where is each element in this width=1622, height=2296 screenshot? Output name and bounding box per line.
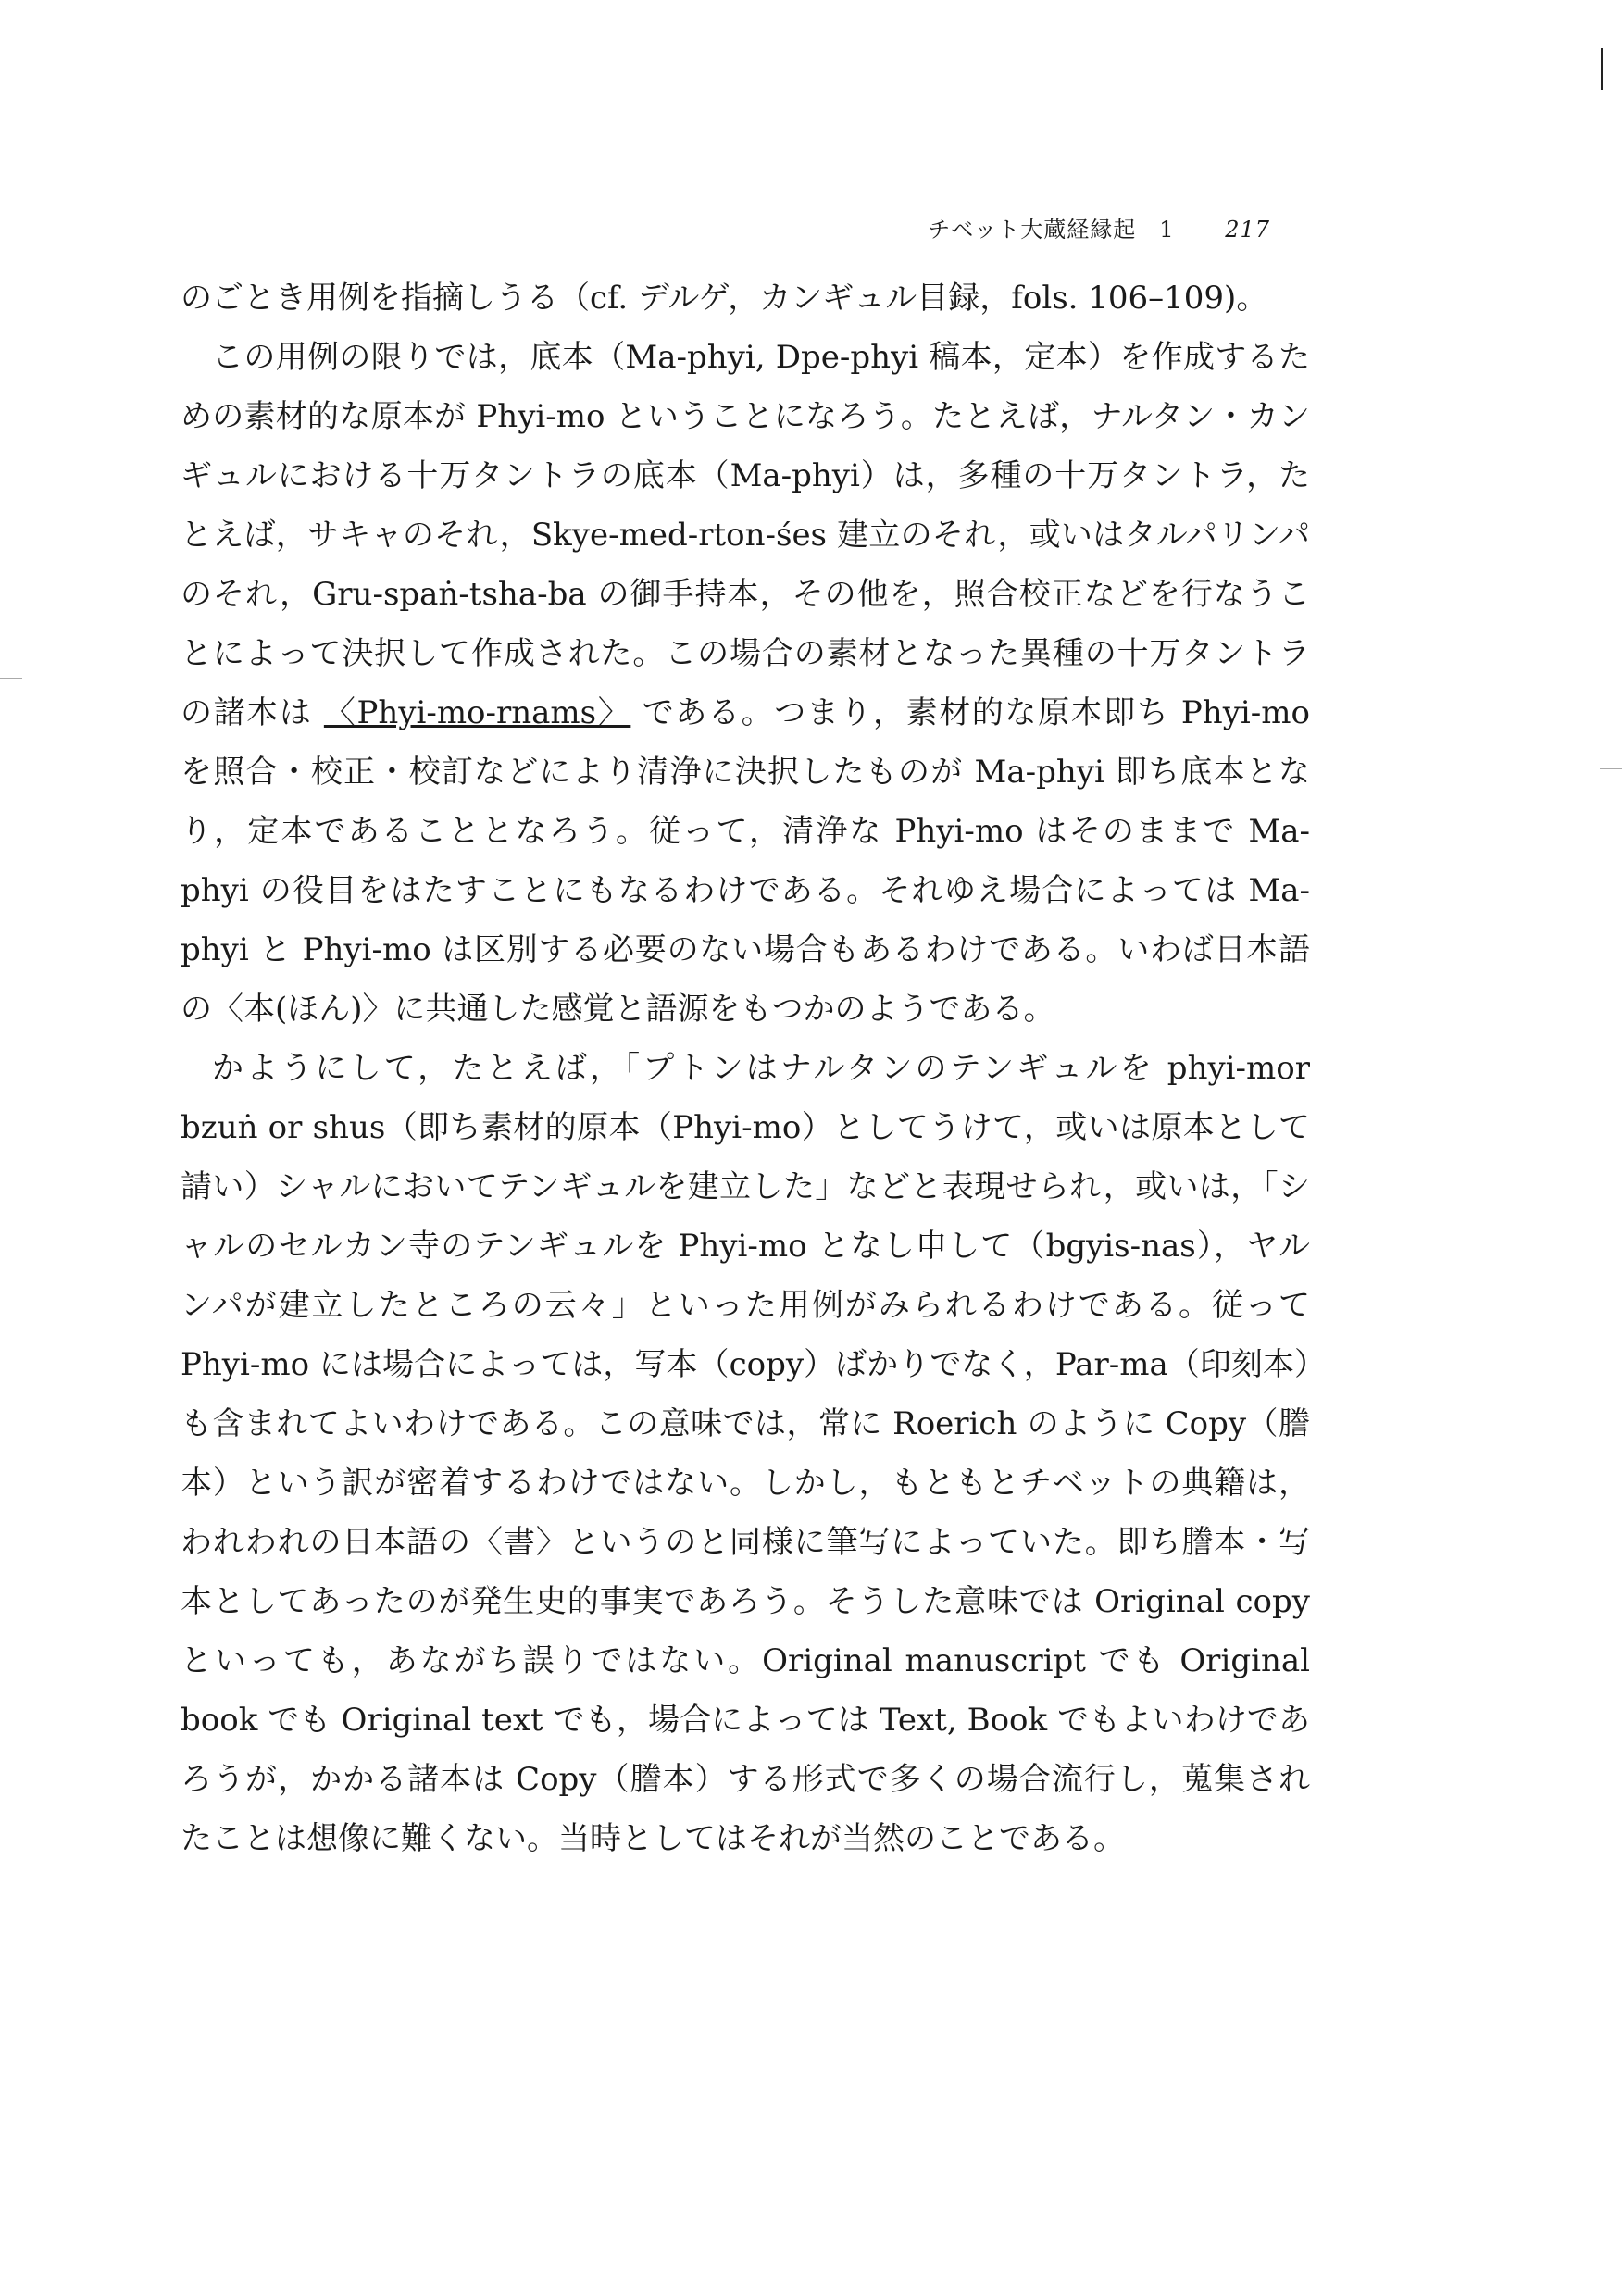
paragraph-2-part-a: この用例の限りでは，底本（Ma-phyi, Dpe-phyi 稿本，定本）を作成するための素材的な原本が Phyi-mo ということになろう。たとえば，ナルタン・カンギュルにおける十万タントラの底本（Ma-phyi）は，多種の十万タントラ，たとえば，サキャのそれ，Skye-med-rton-śes 建立のそれ，或いはタルパリンパのそれ，Gru-spaṅ-tsha-ba の御手持本，その他を，照合校正などを行なうことによって決択して作成された。この場合の素材となった異種の十万タントラの諸本は: [181, 339, 1310, 731]
running-header: [928, 211, 1270, 243]
paragraph-3: かようにして，たとえば，「プトンはナルタンのテンギュルを phyi-mor bzuṅ or shus（即ち素材的原本（Phyi-mo）としてうけて，或いは原本として請い）シャルにおいてテンギュルを建立した」などと表現せられ，或いは，「シャルのセルカン寺のテンギュルを Phyi-mo となし申して（bgyis-nas），ヤルンパが建立したところの云々」といった用例がみられるわけである。従って Phyi-mo には場合によっては，写本（copy）ばかりでなく，Par-ma（印刻本）も含まれてよいわけである。この意味では，常に Roerich のように Copy（謄本）という訳が密着するわけではない。しかし，もともとチベットの典籍は，われわれの日本語の〈書〉というのと同様に筆写によっていた。即ち謄本・写本としてあったのが発生史的事実であろう。そうした意味では Original copy といっても，あながち誤りではない。Original manuscript でも Original book でも Original text でも，場合によっては Text, Book でもよいわけであろうが，かかる諸本は Copy（謄本）する形式で多くの場合流行し，蒐集されたことは想像に難くない。当時としてはそれが当然のことである。: [181, 1050, 1310, 1857]
margin-mark: [1601, 48, 1603, 90]
margin-tick: [1600, 768, 1622, 769]
margin-tick: [0, 678, 22, 679]
running-title: チベット大蔵経縁起 1: [928, 217, 1175, 243]
paragraph-2: [181, 328, 1310, 1039]
page-number: 217: [1225, 217, 1270, 243]
body-text: [181, 268, 1310, 1868]
paragraph-2-part-b: である。つまり，素材的な原本即ち Phyi-mo を照合・校正・校訂などにより清浄に決択したものが Ma-phyi 即ち底本となり，定本であることとなろう。従って，清浄な Phyi-mo はそのままで Ma-phyi の役目をはたすことにもなるわけである。それゆえ場合によっては Ma-phyi と Phyi-mo は区別する必要のない場合もあるわけである。いわば日本語の〈本(ほん)〉に共通した感覚と語源をもつかのようである。: [181, 694, 1310, 1028]
paragraph-1: のごとき用例を指摘しうる（cf. デルゲ，カンギュル目録，fols. 106–109)。: [181, 280, 1268, 317]
underlined-term: 〈Phyi-mo-rnams〉: [323, 694, 631, 731]
